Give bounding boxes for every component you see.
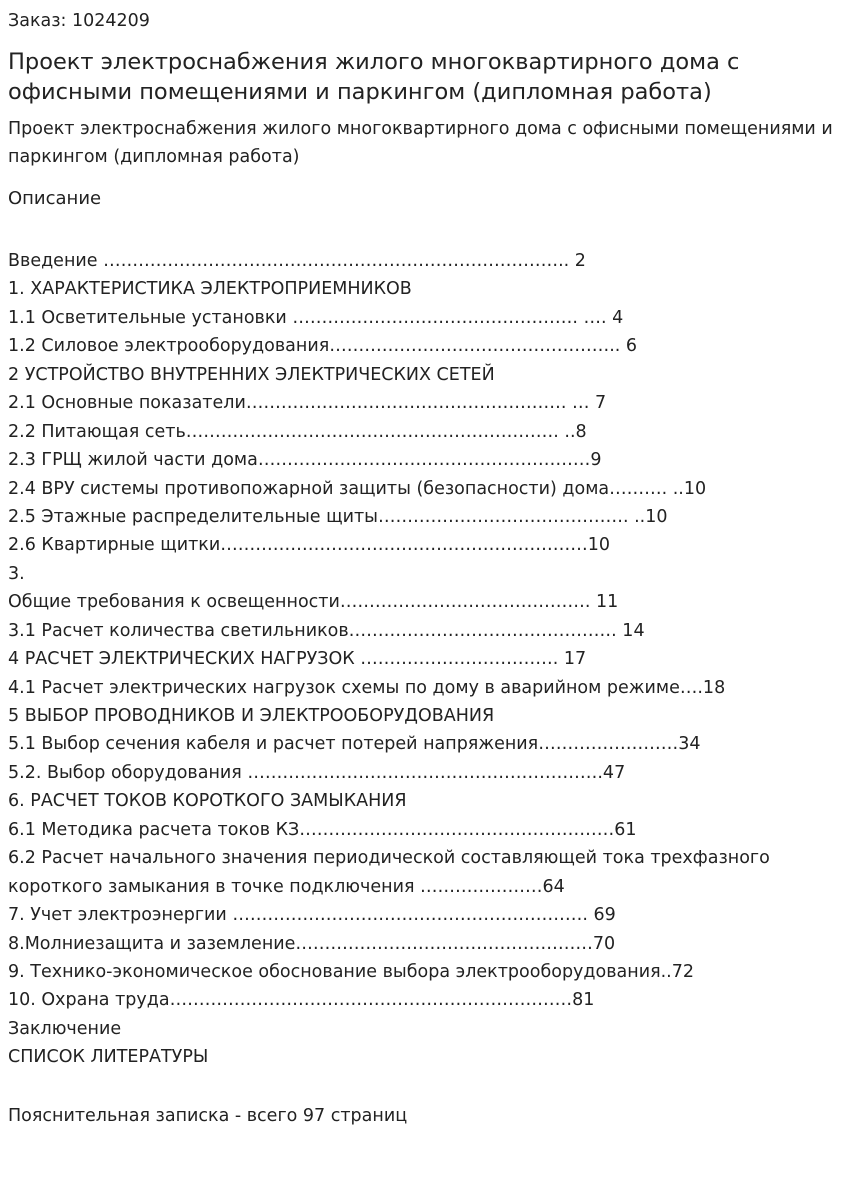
page-subtitle: Проект электроснабжения жилого многоквартирного дома с офисными помещениями и паркингом (дипломная работа): [8, 119, 833, 167]
toc-item: 2.6 Квартирные щитки………………………………………………………10: [8, 535, 610, 556]
toc-item: 1. ХАРАКТЕРИСТИКА ЭЛЕКТРОПРИЕМНИКОВ: [8, 279, 412, 300]
toc-item: 2.3 ГРЩ жилой части дома…………………………………………………9: [8, 450, 602, 471]
page-count-note: Пояснительная записка - всего 97 страниц: [8, 1106, 408, 1126]
toc-item: Заключение: [8, 1018, 122, 1039]
toc-item: 2.5 Этажные распределительные щиты……………………………………. ..10: [8, 506, 668, 527]
toc-item: Общие требования к освещенности……………………………………. 11: [8, 592, 619, 613]
toc-item: 8.Молниезащита и заземление……………………………………………70: [8, 933, 616, 954]
toc-item: 1.2 Силовое электрооборудования………………………………………….. 6: [8, 336, 638, 357]
toc-item: 2.2 Питающая сеть………………………………………………………. ..8: [8, 421, 587, 442]
toc-item: 5.2. Выбор оборудования …………………………………………………….47: [8, 762, 626, 783]
toc-item: СПИСОК ЛИТЕРАТУРЫ: [8, 1047, 209, 1068]
toc-item: 10. Охрана труда……………………………………………………………81: [8, 990, 595, 1011]
toc-item: 5 ВЫБОР ПРОВОДНИКОВ И ЭЛЕКТРООБОРУДОВАНИЯ: [8, 706, 495, 726]
description-heading: Описание: [8, 188, 102, 209]
toc-item: 1.1 Осветительные установки …………………………………………. …. 4: [8, 307, 624, 328]
toc-item: 3.: [8, 563, 25, 584]
toc-item: 2 УСТРОЙСТВО ВНУТРЕННИХ ЭЛЕКТРИЧЕСКИХ СЕТЕЙ: [8, 364, 495, 385]
toc-item: 6.2 Расчет начального значения периодической составляющей тока трехфазного короткого замыкания в точке подключения …………………64: [8, 848, 770, 897]
toc-item: Введение …………………………………………………………………….. 2: [8, 251, 586, 271]
toc-item: 6. РАСЧЕТ ТОКОВ КОРОТКОГО ЗАМЫКАНИЯ: [8, 791, 407, 812]
toc-item: 6.1 Методика расчета токов КЗ………………………………………………61: [8, 819, 637, 840]
table-of-contents: [8, 247, 843, 1072]
toc-item: 2.4 ВРУ системы противопожарной защиты (безопасности) дома………. ..10: [8, 478, 707, 499]
page-title: Проект электроснабжения жилого многоквартирного дома с офисными помещениями и паркингом (дипломная работа): [8, 49, 740, 105]
toc-item: 3.1 Расчет количества светильников………………………………………. 14: [8, 620, 645, 641]
toc-item: 4.1 Расчет электрических нагрузок схемы по дому в аварийном режиме….18: [8, 677, 726, 698]
toc-item: 7. Учет электроэнергии ……………………………………………………. 69: [8, 905, 616, 926]
toc-item: 5.1 Выбор сечения кабеля и расчет потерей напряжения……………………34: [8, 734, 701, 755]
toc-item: 9. Технико-экономическое обоснование выбора электрооборудования..72: [8, 961, 694, 982]
toc-item: 2.1 Основные показатели………………………………………………. … 7: [8, 393, 607, 414]
toc-item: 4 РАСЧЕТ ЭЛЕКТРИЧЕСКИХ НАГРУЗОК ……………………………. 17: [8, 649, 587, 670]
order-number: Заказ: 1024209: [8, 11, 150, 31]
